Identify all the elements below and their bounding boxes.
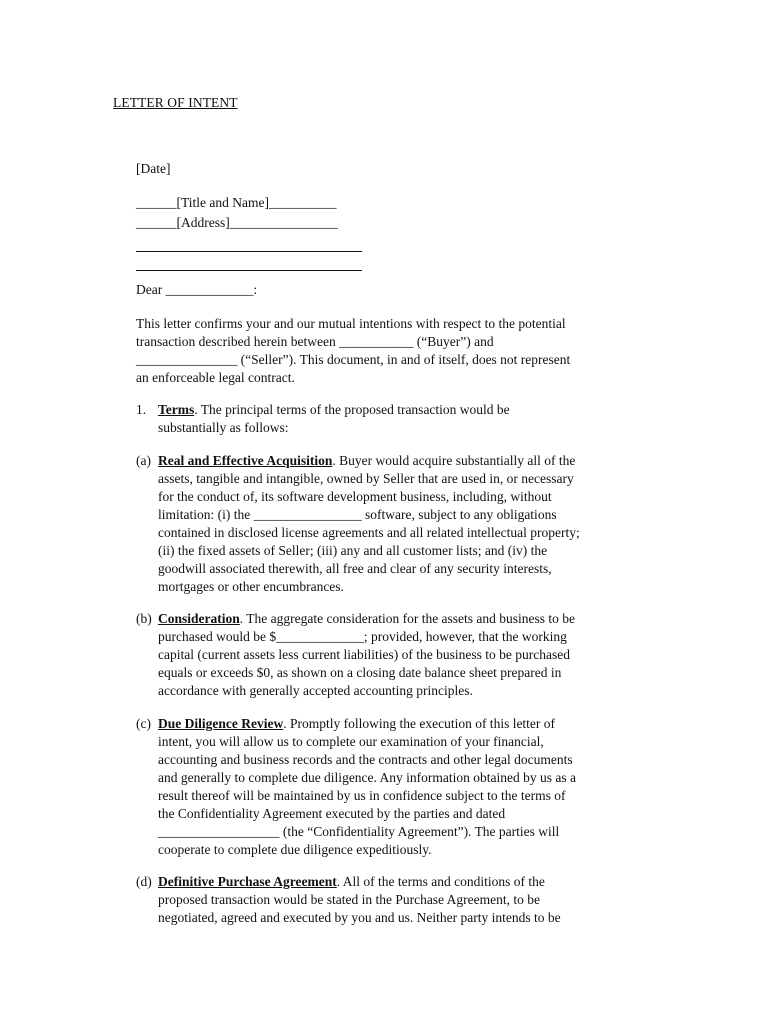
section-body (158, 401, 510, 437)
item-heading: Due Diligence Review (158, 716, 284, 731)
paragraph-line: transaction described herein between ___________ (“Buyer”) and (136, 334, 494, 349)
item-heading: Real and Effective Acquisition (158, 453, 333, 468)
section-heading: Terms (158, 402, 195, 417)
item-heading: Definitive Purchase Agreement (158, 874, 337, 889)
section-number: 1. (136, 402, 147, 417)
paragraph-line: for the conduct of, its software development business, including, without (158, 489, 552, 504)
item-body (158, 715, 576, 859)
date-line (136, 160, 170, 178)
paragraph-line: This letter confirms your and our mutual intentions with respect to the potential (136, 316, 566, 331)
paragraph-line: the Confidentiality Agreement executed by the parties and dated (158, 806, 506, 821)
paragraph-line: and generally to complete due diligence. Any information obtained by us as a (158, 770, 577, 785)
item-body (158, 873, 561, 927)
paragraph-text: . Buyer would acquire substantially all of the (332, 453, 576, 468)
paragraph-line: limitation: (i) the ________________ software, subject to any obligations (158, 507, 557, 522)
paragraph-line: accounting and business records and the contracts and other legal documents (158, 752, 573, 767)
paragraph-line: negotiated, agreed and executed by you and us. Neither party intends to be (158, 910, 561, 925)
address-blank-line (136, 252, 362, 272)
paragraph-line: intent, you will allow us to complete our examination of your financial, (158, 734, 544, 749)
paragraph-text: . The aggregate consideration for the assets and business to be (239, 611, 576, 626)
salutation (136, 281, 257, 299)
paragraph-line: assets, tangible and intangible, owned by Seller that are used in, or necessary (158, 471, 574, 486)
paragraph-line: proposed transaction would be stated in the Purchase Agreement, to be (158, 892, 541, 907)
item-body (158, 452, 580, 596)
paragraph-line: equals or exceeds $0, as shown on a closing date balance sheet prepared in (158, 665, 562, 680)
salutation-text: Dear _____________: (136, 282, 258, 297)
paragraph-line (158, 715, 576, 733)
paragraph-line: substantially as follows: (158, 420, 289, 435)
paragraph-line: (ii) the fixed assets of Seller; (iii) any and all customer lists; and (iv) the (158, 543, 548, 558)
item-marker: (a) (136, 453, 151, 468)
date-placeholder: [Date] (136, 161, 171, 176)
paragraph-line: result thereof will be maintained by us in confidence subject to the terms of (158, 788, 566, 803)
item-body (158, 610, 575, 700)
paragraph-line: cooperate to complete due diligence expeditiously. (158, 842, 432, 857)
paragraph-line (158, 401, 510, 419)
address-blank-line (136, 232, 362, 252)
paragraph-line: mortgages or other encumbrances. (158, 579, 344, 594)
paragraph-line (158, 873, 561, 891)
document-title: LETTER OF INTENT (113, 95, 238, 110)
item-heading: Consideration (158, 611, 240, 626)
paragraph-line (158, 610, 575, 628)
paragraph-line (158, 452, 580, 470)
paragraph-text: . The principal terms of the proposed transaction would be (194, 402, 510, 417)
paragraph-line: _______________ (“Seller”). This document, in and of itself, does not represent (136, 352, 571, 367)
recipient-address-block (136, 193, 362, 271)
paragraph-line: contained in disclosed license agreements and all related intellectual property; (158, 525, 580, 540)
paragraph-line: capital (current assets less current liabilities) of the business to be purchased (158, 647, 570, 662)
recipient-title-name: ______[Title and Name]__________ (136, 195, 337, 210)
item-marker: (c) (136, 716, 151, 731)
item-marker: (d) (136, 874, 152, 889)
paragraph-line: accordance with generally accepted accounting principles. (158, 683, 473, 698)
paragraph-line: purchased would be $_____________; provided, however, that the working (158, 629, 567, 644)
item-marker: (b) (136, 611, 152, 626)
paragraph-line: an enforceable legal contract. (136, 370, 295, 385)
paragraph-text: . Promptly following the execution of this letter of (283, 716, 556, 731)
paragraph-line: goodwill associated therewith, all free and clear of any security interests, (158, 561, 552, 576)
paragraph-text: . All of the terms and conditions of the (336, 874, 545, 889)
intro-paragraph (136, 315, 570, 387)
recipient-address: ______[Address]________________ (136, 214, 338, 230)
paragraph-line: __________________ (the “Confidentiality Agreement”). The parties will (158, 824, 560, 839)
